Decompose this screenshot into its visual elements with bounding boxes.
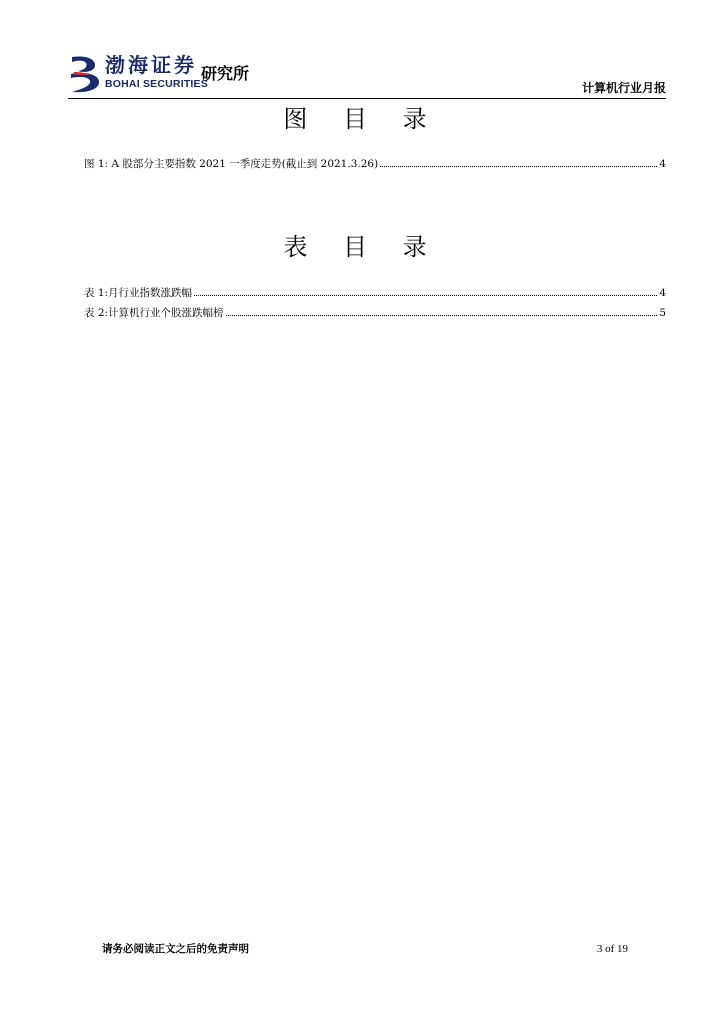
table-toc-entry[interactable] bbox=[84, 285, 666, 301]
disclaimer-note: 请务必阅读正文之后的免责声明 bbox=[102, 943, 249, 955]
figure-toc-entry[interactable] bbox=[84, 156, 666, 172]
logo-english-name: BOHAI SECURITIES bbox=[105, 78, 208, 90]
header-divider bbox=[68, 98, 666, 99]
toc-entry-page: 4 bbox=[659, 158, 666, 170]
report-type-label: 计算机行业月报 bbox=[581, 81, 666, 95]
page-header bbox=[68, 52, 666, 98]
page-indicator: 3 of 19 bbox=[596, 943, 628, 955]
toc-dot-leader bbox=[194, 294, 657, 296]
toc-entry-page: 4 bbox=[659, 287, 666, 299]
figure-toc-title: 图 目 录 bbox=[283, 105, 441, 133]
logo-chinese-name: 渤海证券 bbox=[105, 53, 197, 77]
toc-dot-leader bbox=[226, 314, 658, 316]
toc-entry-label: 图 1: A 股部分主要指数 2021 一季度走势(截止到 2021.3.26) bbox=[84, 158, 379, 170]
logo-institute-label: 研究所 bbox=[201, 64, 250, 83]
toc-entry-label: 表 1:月行业指数涨跌幅 bbox=[84, 287, 193, 299]
table-toc-entry[interactable] bbox=[84, 305, 666, 321]
toc-entry-label: 表 2:计算机行业个股涨跌幅榜 bbox=[84, 307, 224, 319]
toc-dot-leader bbox=[380, 165, 657, 167]
toc-entry-page: 5 bbox=[659, 307, 666, 319]
table-toc-title: 表 目 录 bbox=[283, 233, 441, 261]
bohai-logo-icon bbox=[68, 54, 102, 94]
bohai-securities-logo bbox=[68, 52, 318, 96]
